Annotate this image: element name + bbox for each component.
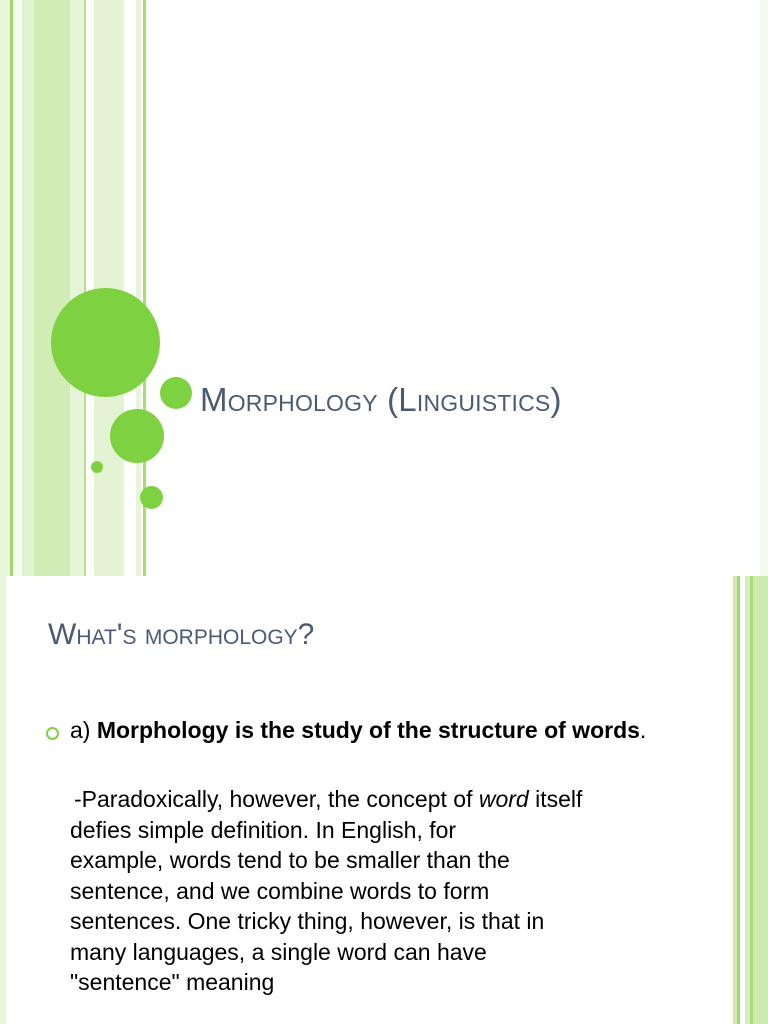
content-slide [0,576,768,1024]
slide-title: What's morphology? [48,618,315,651]
paragraph-text: -Paradoxically, however, the concept of [74,786,479,812]
paragraph-line: "sentence" meaning [70,969,275,995]
decor-stripe [136,0,141,576]
decor-stripe [34,0,70,576]
paragraph-line: defies simple definition. In English, for [70,816,457,843]
paragraph-line: sentences. One tricky thing, however, is that in [70,908,545,934]
decor-circle-tiny [91,461,103,473]
paragraph-text: itself [528,786,583,812]
decor-stripe [0,576,6,1024]
decor-stripe [753,576,768,1024]
bullet-suffix: . [639,717,647,743]
decor-stripe [22,0,34,576]
decor-circle-medium [110,409,164,463]
paragraph-line: example, words tend to be smaller than the [70,847,510,873]
decor-stripe [70,0,84,576]
decor-circle-small [140,486,163,509]
decor-stripe [0,0,10,576]
bullet-ring-icon [46,727,59,740]
decor-stripe [13,0,22,576]
paragraph-line: sentence, and we combine words to form [70,877,490,904]
decor-stripe [760,0,768,576]
paragraph-italic-word: word [478,786,529,812]
decor-circle-small [160,377,192,409]
slide-title: Morphology (Linguistics) [200,381,562,418]
paragraph-line: many languages, a single word can have [70,938,487,965]
bullet-bold-text: Morphology is the study of the structure of words [96,717,640,743]
body-paragraph [70,784,660,998]
paragraph-line [70,784,660,815]
decor-circle-large [51,288,160,397]
bullet-prefix: a) [70,717,97,743]
bullet-item [70,715,650,746]
decor-stripe [124,0,136,576]
decor-stripe [86,0,94,576]
